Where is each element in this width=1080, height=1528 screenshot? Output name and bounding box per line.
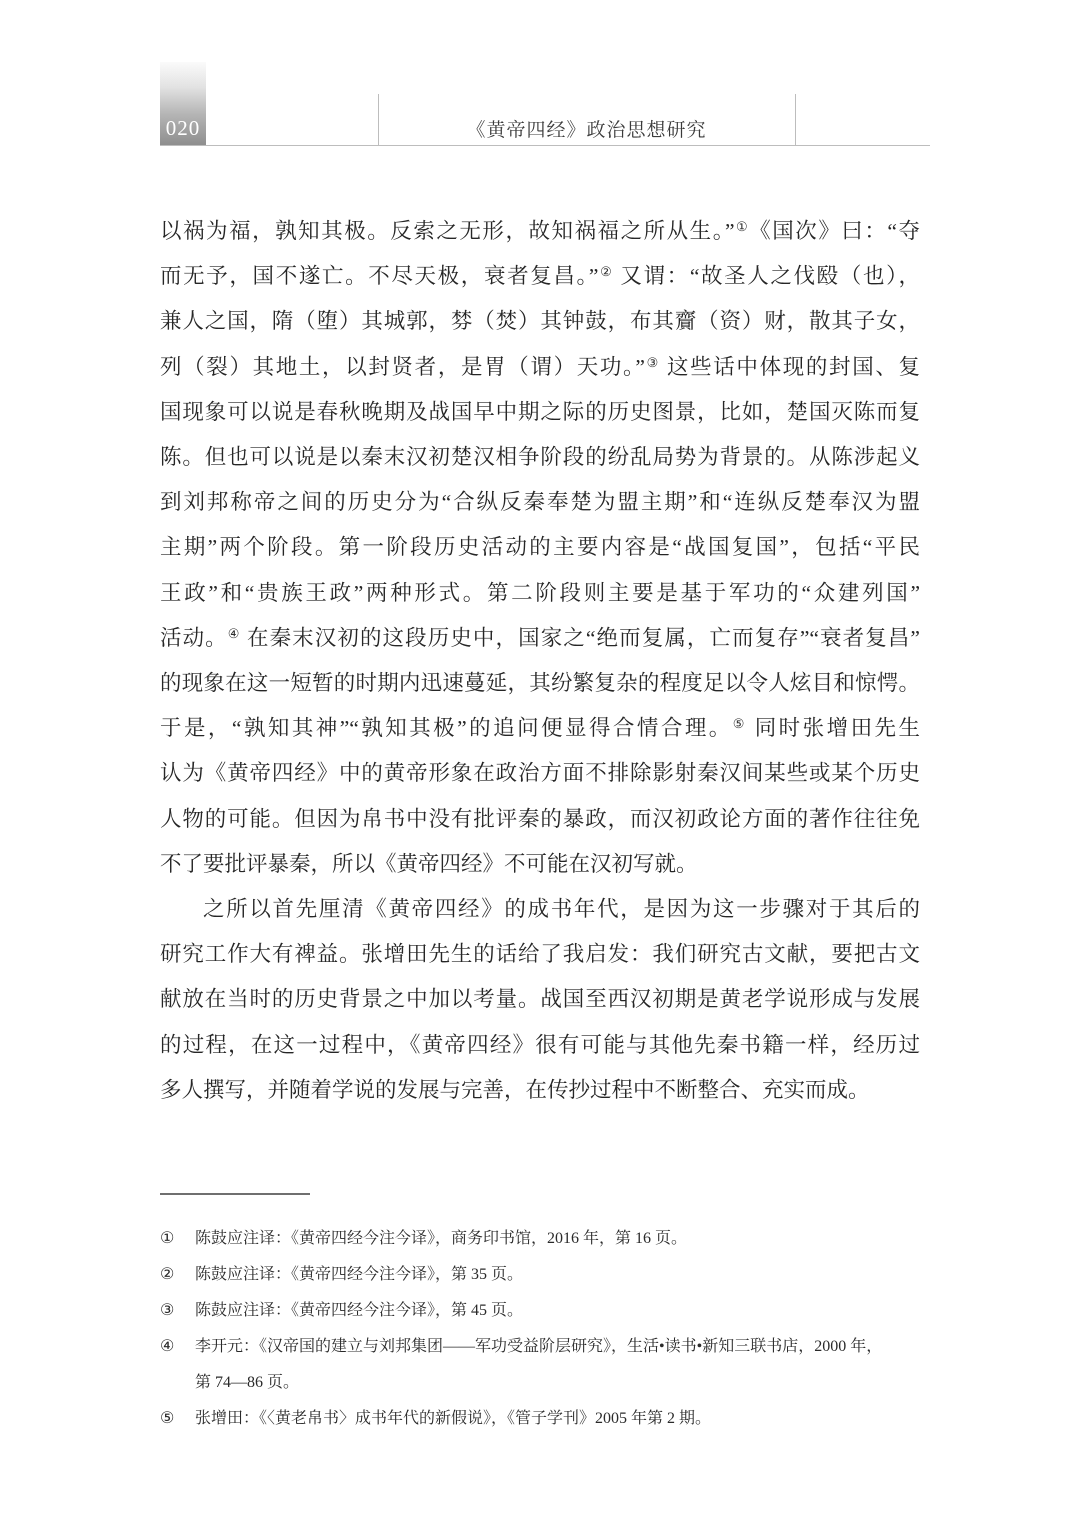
- body-line: [160, 209, 920, 254]
- footnote-text: [195, 1293, 920, 1329]
- body-text-segment: 同时张增田先生: [746, 716, 920, 741]
- footnote-list: [160, 1221, 920, 1437]
- body-text-segment: 献放在当时的历史背景之中加以考量。战国至西汉初期是黄老学说形成与发展: [160, 987, 920, 1012]
- footnote-item: [160, 1401, 920, 1437]
- footnote-ref: ②: [598, 264, 614, 280]
- header-tick-right: [795, 94, 796, 146]
- footnote-item: [160, 1257, 920, 1293]
- body-line: [160, 390, 920, 435]
- footnote-text: [195, 1257, 920, 1293]
- body-line: [160, 797, 920, 842]
- footnote-item: [160, 1221, 920, 1257]
- footnotes-section: [160, 1193, 920, 1437]
- folio-gradient-bar: [160, 62, 206, 146]
- body-text-segment: 王政”和“贵族王政”两种形式。第二阶段则主要是基于军功的“众建列国”: [160, 580, 920, 605]
- footnote-text-line: 张增田：《〈黄老帛书〉成书年代的新假说》，《管子学刊》2005 年第 2 期。: [195, 1410, 712, 1427]
- footnote-marker: ⑤: [160, 1410, 175, 1427]
- body-text-segment: 的过程，在这一过程中，《黄帝四经》很有可能与其他先秦书籍一样，经历过: [160, 1032, 920, 1057]
- body-line: [160, 842, 920, 887]
- body-text: [160, 209, 920, 1113]
- body-text-segment: 又谓：“故圣人之伐殹（也），: [613, 264, 921, 289]
- footnote-text: [195, 1221, 920, 1257]
- body-line: [160, 706, 920, 751]
- body-text-segment: 列（裂）其地土，以封贤者，是胃（谓）天功。”: [160, 354, 645, 379]
- footnote-ref: ①: [734, 219, 750, 234]
- body-line: [160, 435, 920, 480]
- header-rule: [160, 145, 930, 146]
- footnote-marker: ①: [160, 1230, 175, 1247]
- body-line: [160, 525, 920, 570]
- body-text-segment: 国现象可以说是春秋晚期及战国早中期之际的历史图景，比如，楚国灭陈而复: [160, 399, 920, 424]
- body-line: [160, 616, 920, 661]
- body-line: [160, 480, 920, 525]
- body-line: [160, 345, 920, 390]
- footnote-marker: ③: [160, 1302, 175, 1319]
- footnote-item: [160, 1329, 920, 1401]
- footnote-ref: ③: [644, 354, 660, 370]
- body-text-segment: 认为《黄帝四经》中的黄帝形象在政治方面不排除影射秦汉间某些或某个历史: [160, 761, 920, 786]
- body-text-segment: 陈。但也可以说是以秦末汉初楚汉相争阶段的纷乱局势为背景的。从陈涉起义: [160, 445, 920, 470]
- footnote-text-line: 陈鼓应注译：《黄帝四经今注今译》，第 35 页。: [195, 1266, 524, 1283]
- body-text-segment: 到刘邦称帝之间的历史分为“合纵反秦奉楚为盟主期”和“连纵反楚奉汉为盟: [160, 490, 920, 515]
- body-line: [160, 1068, 920, 1113]
- page-number: 020: [165, 116, 201, 140]
- body-line: [160, 1023, 920, 1068]
- footnote-text-line: 陈鼓应注译：《黄帝四经今注今译》，第 45 页。: [195, 1302, 524, 1319]
- body-text-segment: 主期”两个阶段。第一阶段历史活动的主要内容是“战国复国”，包括“平民: [160, 535, 920, 560]
- body-line: [160, 751, 920, 796]
- footnote-text: [195, 1401, 920, 1437]
- body-text-segment: 研究工作大有禆益。张增田先生的话给了我启发：我们研究古文献，要把古文: [160, 942, 920, 967]
- footnote-separator: [160, 1193, 310, 1195]
- body-text-segment: 活动。: [160, 625, 228, 650]
- body-text-segment: 人物的可能。但因为帛书中没有批评秦的暴政，而汉初政论方面的著作往往免: [160, 806, 920, 831]
- footnote-item: [160, 1293, 920, 1329]
- body-text-segment: 《国次》曰：“夺: [749, 219, 920, 243]
- body-text-segment: 的现象在这一短暂的时期内迅速蔓延，其纷繁复杂的程度足以令人炫目和惊愕。: [160, 671, 920, 696]
- body-text-segment: 而无予，国不遂亡。不尽天极，衰者复昌。”: [160, 264, 599, 289]
- footnote-ref: ⑤: [732, 716, 747, 732]
- footnote-text-line: 陈鼓应注译：《黄帝四经今注今译》，商务印书馆，2016 年，第 16 页。: [195, 1230, 688, 1247]
- body-line: [160, 299, 920, 344]
- body-line: [160, 571, 920, 616]
- body-line: [160, 661, 920, 706]
- footnote-ref: ④: [227, 625, 241, 641]
- footnote-marker: ④: [160, 1338, 175, 1355]
- footnote-text-line: 第 74—86 页。: [195, 1374, 300, 1391]
- body-text-segment: 以祸为福，孰知其极。反索之无形，故知祸福之所从生。”: [160, 219, 735, 243]
- body-line: [160, 932, 920, 977]
- footnote-text: [195, 1329, 920, 1401]
- body-line: [160, 254, 920, 299]
- body-text-segment: 不了要批评暴秦，所以《黄帝四经》不可能在汉初写就。: [160, 851, 698, 876]
- footnote-text-line: 李开元：《汉帝国的建立与刘邦集团——军功受益阶层研究》，生活•读书•新知三联书店，2000 年，: [195, 1338, 883, 1355]
- running-title: 《黄帝四经》政治思想研究: [466, 120, 707, 141]
- body-text-segment: 兼人之国，隋（堕）其城郭，棼（焚）其钟鼓，布其齎（资）财，散其子女，: [160, 309, 920, 334]
- body-text-segment: 之所以首先厘清《黄帝四经》的成书年代，是因为这一步骤对于其后的: [203, 897, 920, 922]
- body-line: [160, 887, 920, 932]
- body-text-segment: 多人撰写，并随着学说的发展与完善，在传抄过程中不断整合、充实而成。: [160, 1077, 870, 1102]
- body-text-segment: 这些话中体现的封国、复: [659, 354, 920, 379]
- body-text-segment: 在秦末汉初的这段历史中，国家之“绝而复属，亡而复存”“衰者复昌”: [240, 625, 920, 650]
- body-line: [160, 977, 920, 1022]
- footnote-marker: ②: [160, 1266, 175, 1283]
- body-text-segment: 于是，“孰知其神”“孰知其极”的追问便显得合情合理。: [160, 716, 733, 741]
